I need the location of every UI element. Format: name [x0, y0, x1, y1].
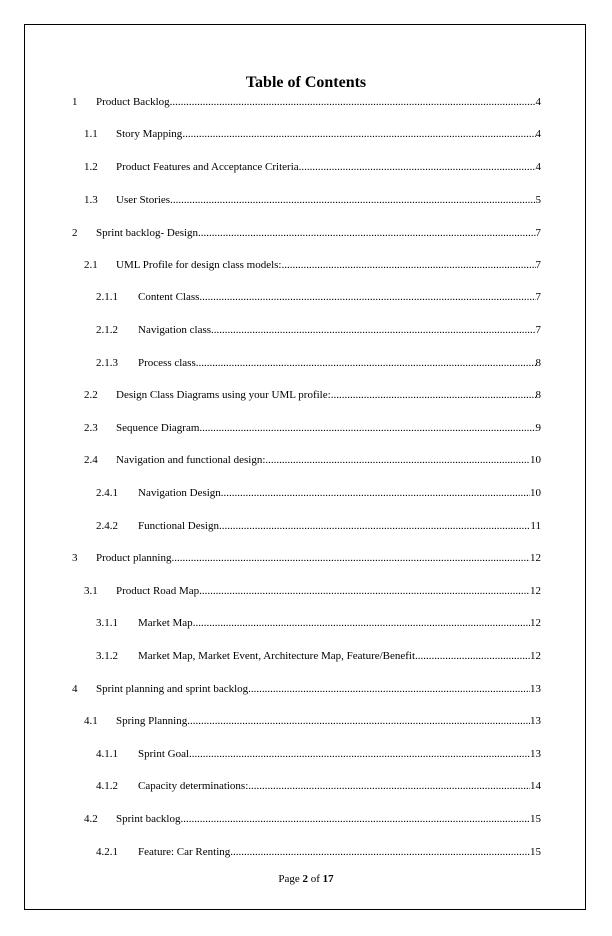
toc-entry-number: 2.3 — [84, 422, 98, 434]
toc-entry-number: 2 — [72, 227, 78, 239]
toc-entry-page: 12 — [530, 650, 541, 662]
toc-entry[interactable] — [96, 356, 541, 370]
toc-entry-page: 13 — [530, 715, 541, 727]
toc-entry-title: Process class — [138, 357, 196, 369]
toc-leader-dots — [331, 388, 536, 402]
toc-entry[interactable] — [96, 616, 541, 630]
toc-entry-page: 7 — [535, 259, 541, 271]
toc-entry-page: 11 — [530, 520, 541, 532]
toc-leader-dots — [299, 160, 536, 174]
toc-entry-number: 4.1 — [84, 715, 98, 727]
toc-entry[interactable] — [84, 193, 541, 207]
toc-entry[interactable] — [96, 649, 541, 663]
toc-entry[interactable] — [96, 486, 541, 500]
toc-entry-number: 2.1.2 — [96, 324, 118, 336]
toc-entry-title: Navigation class — [138, 324, 212, 336]
toc-entry[interactable] — [96, 779, 541, 793]
toc-leader-dots — [198, 226, 535, 240]
toc-entry[interactable] — [72, 551, 541, 565]
toc-entry-title: Sprint backlog — [116, 813, 181, 825]
toc-entry-title: Product planning — [96, 552, 172, 564]
toc-leader-dots — [219, 519, 530, 533]
toc-entry-page: 12 — [530, 552, 541, 564]
toc-entry-page: 9 — [535, 422, 541, 434]
toc-entry-title: Functional Design — [138, 520, 219, 532]
toc-entry-page: 14 — [530, 780, 541, 792]
toc-entry-page: 5 — [535, 194, 541, 206]
toc-entry-number: 1.3 — [84, 194, 98, 206]
toc-leader-dots — [189, 747, 530, 761]
toc-entry-title: User Stories — [116, 194, 171, 206]
toc-leader-dots — [199, 290, 535, 304]
toc-entry-page: 8 — [535, 357, 541, 369]
footer-current-page: 2 — [302, 873, 308, 885]
toc-entry-title: Product Backlog — [96, 96, 170, 108]
toc-leader-dots — [170, 95, 536, 109]
toc-leader-dots — [182, 127, 535, 141]
toc-entry-number: 2.2 — [84, 389, 98, 401]
toc-entry-page: 10 — [530, 487, 541, 499]
toc-entry[interactable] — [84, 160, 541, 174]
toc-entry-page: 15 — [530, 846, 541, 858]
toc-entry-title: Market Map, Market Event, Architecture Map, Feature/Benefit — [138, 650, 416, 662]
toc-entry[interactable] — [96, 323, 541, 337]
toc-entry-number: 2.4.2 — [96, 520, 118, 532]
toc-entry-title: Content Class — [138, 291, 200, 303]
page-footer — [0, 873, 612, 885]
toc-entry-number: 2.4 — [84, 454, 98, 466]
toc-entry-title: Navigation and functional design: — [116, 454, 266, 466]
toc-leader-dots — [180, 812, 530, 826]
toc-entry-number: 2.4.1 — [96, 487, 118, 499]
toc-entry[interactable] — [84, 258, 541, 272]
toc-entry-number: 3.1 — [84, 585, 98, 597]
toc-entry-number: 4.1.2 — [96, 780, 118, 792]
toc-entry-number: 2.1.1 — [96, 291, 118, 303]
footer-of-label: of — [310, 873, 320, 885]
toc-entry-page: 13 — [530, 748, 541, 760]
toc-entry-title: Spring Planning — [116, 715, 188, 727]
toc-entry[interactable] — [84, 584, 541, 598]
toc-entry-title: Story Mapping — [116, 128, 183, 140]
toc-entry-number: 1.1 — [84, 128, 98, 140]
toc-entry[interactable] — [72, 682, 541, 696]
toc-leader-dots — [170, 193, 535, 207]
toc-title: Table of Contents — [245, 74, 367, 91]
toc-leader-dots — [196, 356, 536, 370]
toc-entry-page: 4 — [535, 96, 541, 108]
toc-leader-dots — [265, 453, 530, 467]
toc-entry-title: Market Map — [138, 617, 193, 629]
toc-entry-number: 3.1.2 — [96, 650, 118, 662]
toc-entry[interactable] — [84, 388, 541, 402]
toc-entry-page: 7 — [535, 324, 541, 336]
toc-entry-page: 4 — [535, 128, 541, 140]
toc-entry-number: 4.2 — [84, 813, 98, 825]
toc-entry-number: 2.1 — [84, 259, 98, 271]
toc-entry[interactable] — [84, 714, 541, 728]
toc-entry[interactable] — [72, 226, 541, 240]
toc-entry-page: 8 — [535, 389, 541, 401]
toc-entry-number: 4 — [72, 683, 78, 695]
toc-entry[interactable] — [84, 421, 541, 435]
toc-leader-dots — [199, 584, 530, 598]
toc-entry-title: Sprint planning and sprint backlog — [96, 683, 249, 695]
toc-leader-dots — [187, 714, 530, 728]
toc-entry-title: Capacity determinations: — [138, 780, 249, 792]
toc-entry[interactable] — [72, 95, 541, 109]
toc-entry-number: 3 — [72, 552, 78, 564]
toc-entry[interactable] — [84, 127, 541, 141]
toc-leader-dots — [193, 616, 530, 630]
toc-leader-dots — [199, 421, 535, 435]
toc-entry-title: Feature: Car Renting — [138, 846, 231, 858]
toc-entry-title: Sequence Diagram — [116, 422, 200, 434]
toc-entry[interactable] — [96, 845, 541, 859]
toc-entry-page: 7 — [535, 227, 541, 239]
toc-entry-title: Navigation Design — [138, 487, 221, 499]
toc-leader-dots — [248, 682, 530, 696]
toc-leader-dots — [281, 258, 535, 272]
toc-entry[interactable] — [96, 290, 541, 304]
toc-entry-number: 1 — [72, 96, 78, 108]
toc-entry-number: 2.1.3 — [96, 357, 118, 369]
toc-leader-dots — [415, 649, 530, 663]
toc-entry-number: 1.2 — [84, 161, 98, 173]
toc-entry-number: 4.2.1 — [96, 846, 118, 858]
toc-entry-title: Sprint Goal — [138, 748, 190, 760]
toc-entry-title: UML Profile for design class models: — [116, 259, 282, 271]
toc-leader-dots — [221, 486, 530, 500]
toc-entry-page: 4 — [535, 161, 541, 173]
toc-entry[interactable] — [84, 812, 541, 826]
toc-entry-page: 10 — [530, 454, 541, 466]
toc-entry-number: 3.1.1 — [96, 617, 118, 629]
toc-entry[interactable] — [96, 519, 541, 533]
toc-entry-title: Sprint backlog- Design — [96, 227, 199, 239]
toc-entry[interactable] — [84, 453, 541, 467]
toc-leader-dots — [171, 551, 530, 565]
footer-page-label: Page — [278, 873, 300, 885]
toc-entry-page: 7 — [535, 291, 541, 303]
toc-entry[interactable] — [96, 747, 541, 761]
toc-entry-number: 4.1.1 — [96, 748, 118, 760]
footer-total-pages: 17 — [322, 873, 334, 885]
toc-entry-title: Product Features and Acceptance Criteria — [116, 161, 299, 173]
toc-entry-page: 15 — [530, 813, 541, 825]
toc-entry-title: Design Class Diagrams using your UML profile: — [116, 389, 331, 401]
toc-entry-title: Product Road Map — [116, 585, 200, 597]
toc-leader-dots — [230, 845, 530, 859]
toc-leader-dots — [211, 323, 535, 337]
toc-entry-page: 13 — [530, 683, 541, 695]
toc-leader-dots — [248, 779, 530, 793]
toc-entry-page: 12 — [530, 585, 541, 597]
toc-entry-page: 12 — [530, 617, 541, 629]
